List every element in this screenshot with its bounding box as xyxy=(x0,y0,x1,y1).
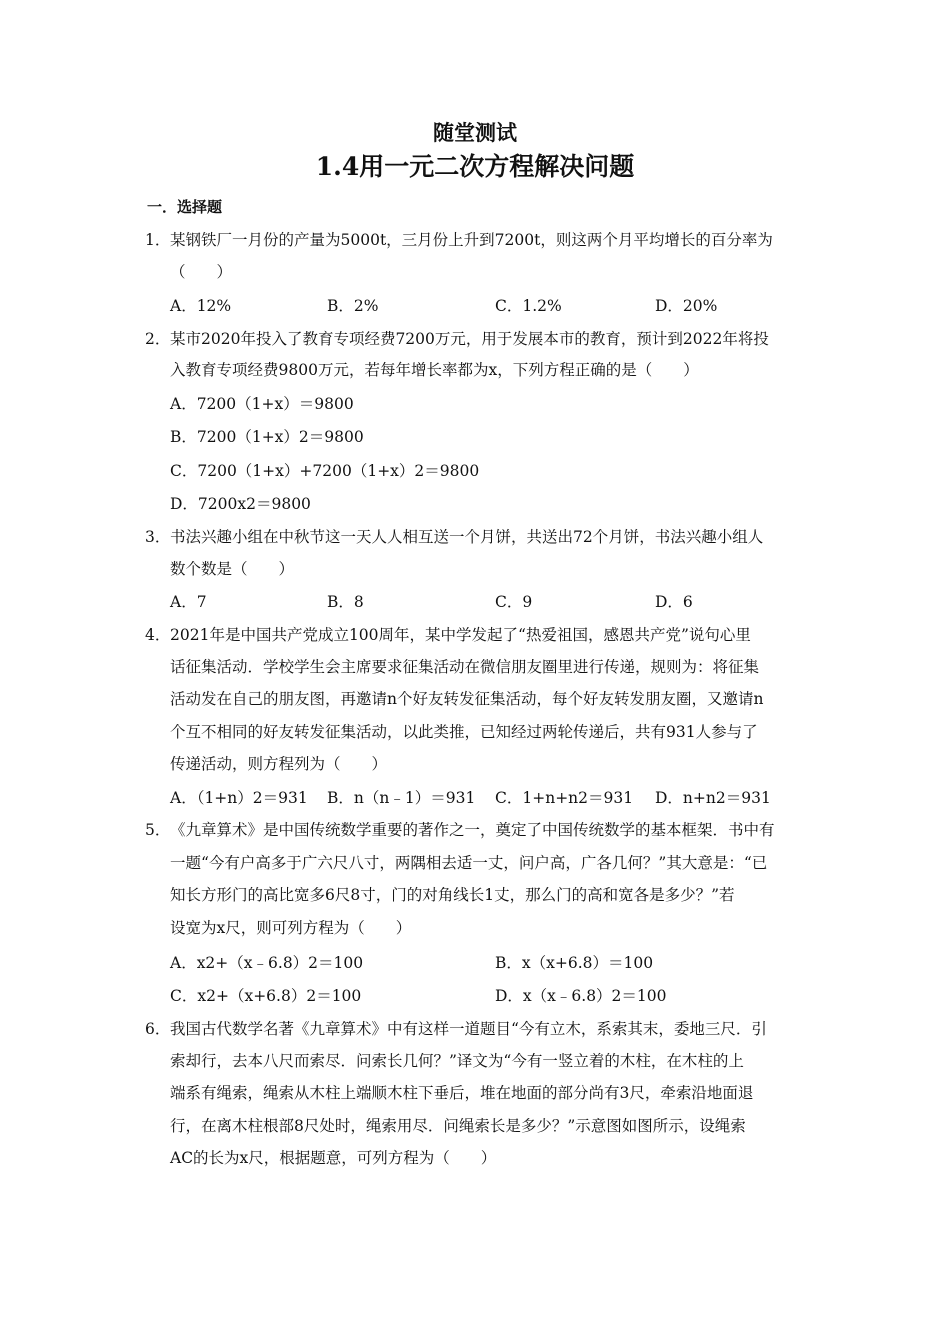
question-text: 书法兴趣小组在中秋节这一天人人相互送一个月饼，共送出72个月饼，书法兴趣小组人 xyxy=(170,528,764,546)
option-d: D．n+n2＝931 xyxy=(655,789,771,807)
question-text: 行，在离木柱根部8尺处时，绳索用尽．问绳索长是多少？”示意图如图所示，设绳索 xyxy=(170,1117,746,1135)
question-text: 个互不相同的好友转发征集活动，以此类推，已知经过两轮传递后，共有931人参与了 xyxy=(170,723,758,741)
question-text: 传递活动，则方程列为（ ） xyxy=(170,755,388,773)
question-number: 4． xyxy=(145,626,171,644)
question-text: 知长方形门的高比宽多6尺8寸，门的对角线长1丈，那么门的高和宽各是多少？”若 xyxy=(170,886,735,904)
question-number: 1． xyxy=(145,231,171,249)
question-text: 话征集活动．学校学生会主席要求征集活动在微信朋友圈里进行传递，规则为：将征集 xyxy=(170,658,760,676)
document-subtitle: 1.4用一元二次方程解决问题 xyxy=(315,152,635,181)
question-text: AC的长为x尺，根据题意，可列方程为（ ） xyxy=(170,1149,497,1167)
option-a: A．12% xyxy=(170,297,232,315)
option-a: A．7 xyxy=(170,593,207,611)
option-d: D．6 xyxy=(655,593,693,611)
option-b: B．x（x+6.8）＝100 xyxy=(495,954,654,972)
question-text: 某市2020年投入了教育专项经费7200万元，用于发展本市的教育，预计到2022年将投 xyxy=(170,330,769,348)
question-text: 设宽为x尺，则可列方程为（ ） xyxy=(170,919,412,937)
option-c: C．1+n+n2＝931 xyxy=(495,789,634,807)
question-text: 活动发在自己的朋友图，再邀请n个好友转发征集活动，每个好友转发朋友圈，又邀请n xyxy=(170,690,764,708)
question-text: 某钢铁厂一月份的产量为5000t，三月份上升到7200t，则这两个月平均增长的百分率为 xyxy=(170,231,773,249)
question-text: 端系有绳索，绳索从木柱上端顺木柱下垂后，堆在地面的部分尚有3尺，牵索沿地面退 xyxy=(170,1084,754,1102)
option-a: A．x2+（x﹣6.8）2＝100 xyxy=(170,954,364,972)
option-a: A．7200（1+x）＝9800 xyxy=(170,395,354,413)
option-d: D．x（x﹣6.8）2＝100 xyxy=(495,987,667,1005)
question-text: 索却行，去本八尺而索尽．问索长几何？”译文为“今有一竖立着的木柱，在木柱的上 xyxy=(170,1052,744,1070)
option-b: B．7200（1+x）2＝9800 xyxy=(170,428,364,446)
option-a: A．（1+n）2＝931 xyxy=(170,789,308,807)
question-text: 数个数是（ ） xyxy=(170,560,295,578)
question-text: 一题“今有户高多于广六尺八寸，两隅相去适一丈，问户高，广各几何？”其大意是：“已 xyxy=(170,854,768,872)
option-c: C．9 xyxy=(495,593,533,611)
option-b: B．8 xyxy=(327,593,364,611)
option-d: D．20% xyxy=(655,297,718,315)
question-text: （ ） xyxy=(170,263,233,281)
question-number: 6． xyxy=(145,1020,171,1038)
section-heading: 一．选择题 xyxy=(147,198,223,216)
option-c: C．x2+（x+6.8）2＝100 xyxy=(170,987,362,1005)
question-number: 2． xyxy=(145,330,171,348)
option-b: B．n（n﹣1）＝931 xyxy=(327,789,476,807)
question-text: 入教育专项经费9800万元，若每年增长率都为x，下列方程正确的是（ ） xyxy=(170,361,699,379)
option-b: B．2% xyxy=(327,297,379,315)
question-text: 2021年是中国共产党成立100周年，某中学发起了“热爱祖国，感恩共产党”说句心里 xyxy=(170,626,751,644)
option-c: C．1.2% xyxy=(495,297,562,315)
option-d: D．7200x2＝9800 xyxy=(170,495,311,513)
question-text: 《九章算术》是中国传统数学重要的著作之一，奠定了中国传统数学的基本框架．书中有 xyxy=(170,821,775,839)
question-number: 3． xyxy=(145,528,171,546)
document-title: 随堂测试 xyxy=(433,120,517,145)
question-number: 5． xyxy=(145,821,171,839)
question-text: 我国古代数学名著《九章算术》中有这样一道题目“今有立木，系索其末，委地三尺．引 xyxy=(170,1020,767,1038)
option-c: C．7200（1+x）+7200（1+x）2＝9800 xyxy=(170,462,480,480)
